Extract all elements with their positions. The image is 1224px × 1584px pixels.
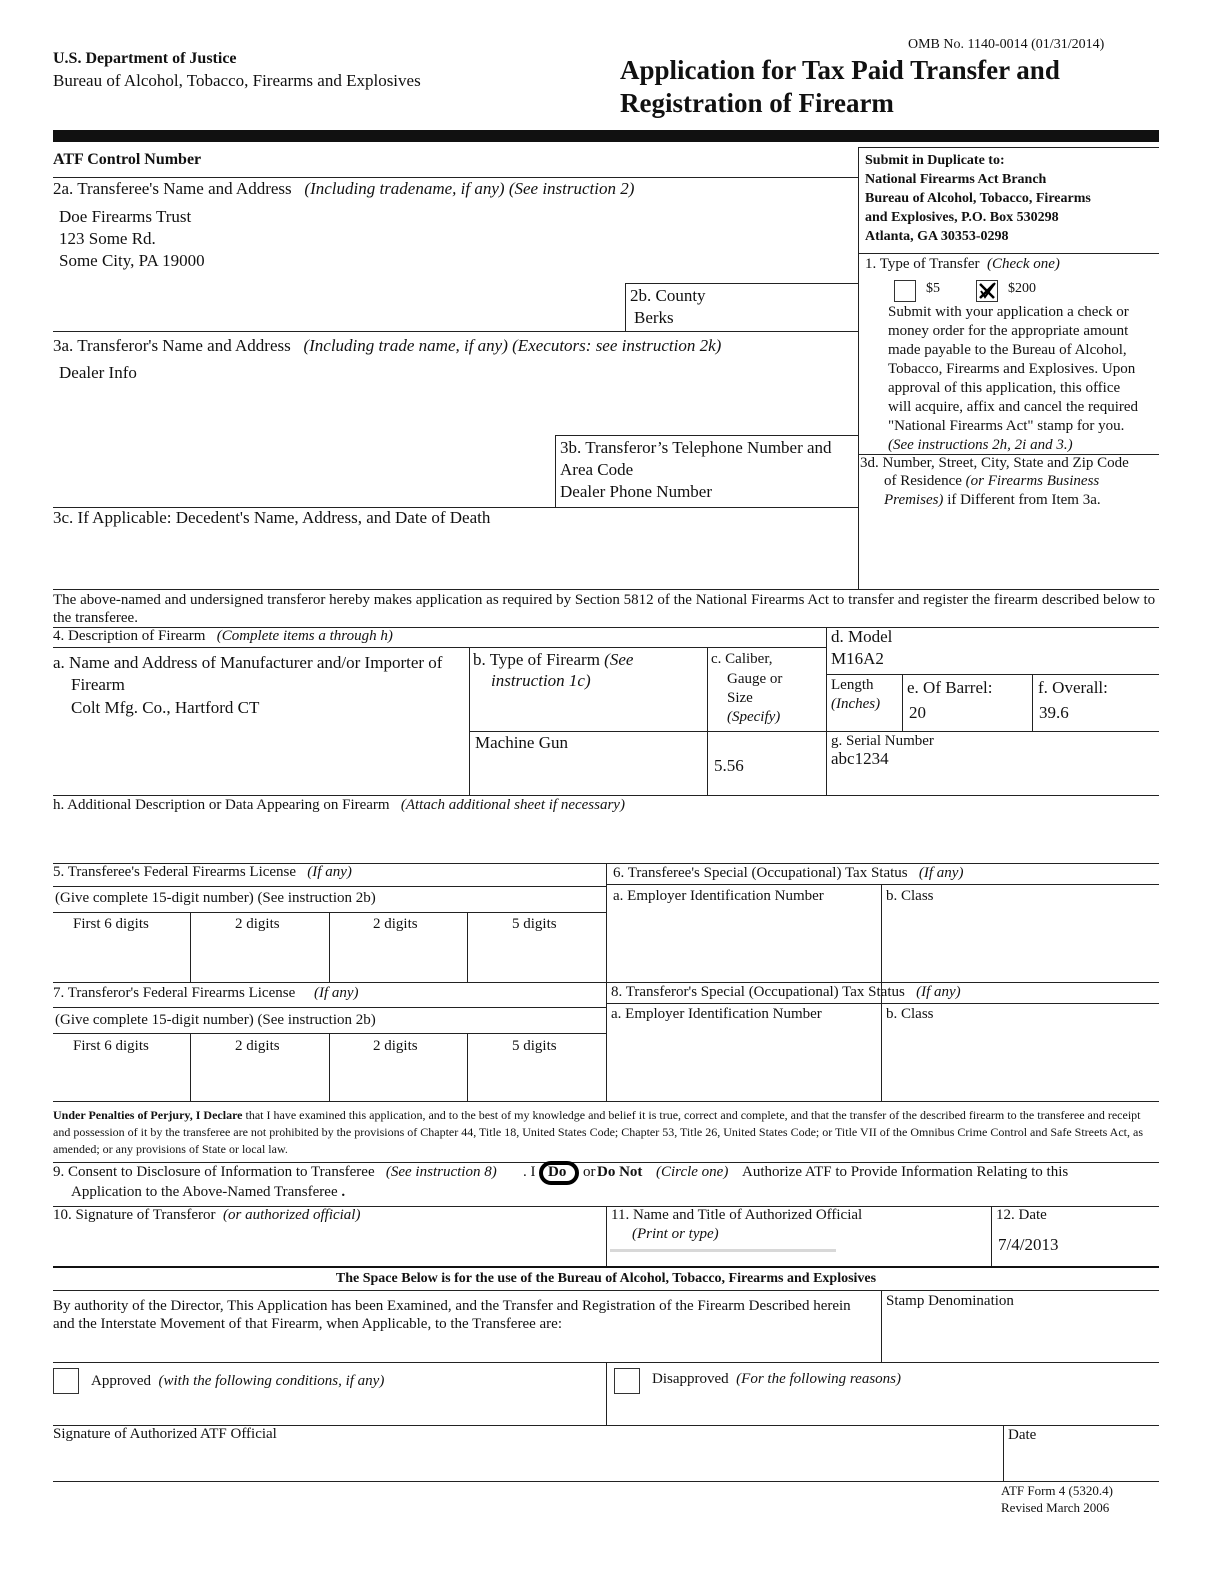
manufacturer-label-2: Firearm bbox=[71, 675, 125, 694]
ffl7-first6-input[interactable] bbox=[56, 1058, 187, 1098]
overall-field[interactable]: 39.6 bbox=[1039, 703, 1069, 722]
ffl5-col2: 2 digits bbox=[235, 916, 280, 932]
additional-desc-label: h. Additional Description or Data Appearing on Firearm (Attach additional sheet if necessary) bbox=[53, 797, 625, 813]
ffl5-col4: 5 digits bbox=[512, 916, 557, 932]
transferee-street[interactable]: 123 Some Rd. bbox=[59, 229, 156, 248]
perjury-statement: Under Penalties of Perjury, I Declare that I have examined this application, and to the best of my knowledge and belief it is true, correct and complete, and that the transfer of the described firearm to the transferee and receipt and possession of it by the transferee are not prohibited by the provisions of Chapter 44, Title 18, United States Code; Chapter 53, Title 26, United States Code; or Title VII of the Omnibus Crime Control and Safe Streets Act, as amended; or any provisions of State or local law. bbox=[53, 1108, 1143, 1156]
caliber-field[interactable]: 5.56 bbox=[714, 756, 744, 775]
residence-label-3: Premises) if Different from Item 3a. bbox=[884, 492, 1101, 508]
phone-label-2: Area Code bbox=[560, 460, 634, 479]
decedent-label: 3c. If Applicable: Decedent's Name, Address, and Date of Death bbox=[53, 508, 491, 527]
sot8-class-label: b. Class bbox=[886, 1006, 934, 1022]
caliber-label-4: (Specify) bbox=[727, 709, 781, 725]
consent-donot-option[interactable]: Do Not bbox=[597, 1164, 643, 1180]
consent-rest: Authorize ATF to Provide Information Relating to this bbox=[742, 1164, 1069, 1180]
type-label-1: b. Type of Firearm (See bbox=[473, 650, 634, 669]
caliber-label-2: Gauge or bbox=[727, 671, 783, 687]
county-field[interactable]: Berks bbox=[634, 308, 674, 327]
transferor-signature-field[interactable] bbox=[56, 1228, 602, 1262]
consent-or: or bbox=[583, 1164, 596, 1180]
firearm-label: 4. Description of Firearm (Complete items a through h) bbox=[53, 628, 393, 644]
ffl7-col3: 2 digits bbox=[373, 1038, 418, 1054]
caliber-label-3: Size bbox=[727, 690, 753, 706]
transferor-label: 3a. Transferor's Name and Address (Including trade name, if any) (Executors: see instruction 2k) bbox=[53, 336, 722, 355]
ffl5-col3: 2 digits bbox=[373, 916, 418, 932]
sot8-ein-label: a. Employer Identification Number bbox=[611, 1006, 822, 1022]
type-field[interactable]: Machine Gun bbox=[475, 733, 569, 752]
date-field[interactable]: 7/4/2013 bbox=[998, 1235, 1059, 1254]
sot6-ein-label: a. Employer Identification Number bbox=[613, 888, 824, 904]
transfer-instr-3: made payable to the Bureau of Alcohol, bbox=[888, 342, 1127, 358]
consent-do-option[interactable]: Do bbox=[548, 1164, 567, 1180]
transfer-instr-6: will acquire, affix and cancel the required bbox=[888, 399, 1139, 415]
overall-label: f. Overall: bbox=[1038, 678, 1108, 697]
transfer-5-label: $5 bbox=[926, 281, 940, 296]
transfer-instr-4: Tobacco, Firearms and Explosives. Upon bbox=[888, 361, 1136, 377]
transferor-signature-label: 10. Signature of Transferor (or authorized official) bbox=[53, 1207, 361, 1223]
type-label-2: instruction 1c) bbox=[491, 671, 591, 690]
serial-label: g. Serial Number bbox=[831, 733, 934, 749]
form-title-line2: Registration of Firearm bbox=[620, 88, 894, 118]
ffl7-sub: (Give complete 15-digit number) (See instruction 2b) bbox=[55, 1012, 376, 1028]
submit-line4: and Explosives, P.O. Box 530298 bbox=[865, 210, 1059, 225]
ffl7-col1: First 6 digits bbox=[73, 1038, 149, 1054]
ffl5-sub: (Give complete 15-digit number) (See instruction 2b) bbox=[55, 890, 376, 906]
official-name-label: 11. Name and Title of Authorized Official bbox=[611, 1207, 863, 1223]
transferee-label: 2a. Transferee's Name and Address (Including tradename, if any) (See instruction 2) bbox=[53, 179, 635, 198]
transfer-instr-8: (See instructions 2h, 2i and 3.) bbox=[888, 437, 1073, 453]
stamp-denomination-label: Stamp Denomination bbox=[886, 1293, 1014, 1309]
ffl7-col4: 5 digits bbox=[512, 1038, 557, 1054]
transfer-5-checkbox[interactable] bbox=[894, 280, 916, 302]
form-number: ATF Form 4 (5320.4) bbox=[1001, 1483, 1113, 1498]
model-field[interactable]: M16A2 bbox=[831, 649, 884, 668]
model-label: d. Model bbox=[831, 627, 893, 646]
barrel-label: e. Of Barrel: bbox=[907, 678, 993, 697]
transfer-instr-5: approval of this application, this office bbox=[888, 380, 1121, 396]
header-rule bbox=[53, 130, 1159, 142]
atf-authority-text: By authority of the Director, This Application has been Examined, and the Transfer and Registration of the Firearm Described herein and the Interstate Movement of that Firearm, when Applicable, to the Transferee are: bbox=[53, 1298, 851, 1332]
residence-label-2: of Residence (or Firearms Business bbox=[884, 473, 1100, 489]
bureau-name: Bureau of Alcohol, Tobacco, Firearms and Explosives bbox=[53, 71, 421, 90]
form-revision: Revised March 2006 bbox=[1001, 1500, 1110, 1515]
sot6-label: 6. Transferee's Special (Occupational) Tax Status (If any) bbox=[613, 865, 964, 881]
phone-field[interactable]: Dealer Phone Number bbox=[560, 482, 713, 501]
transfer-instr-7: "National Firearms Act" stamp for you. bbox=[888, 418, 1125, 434]
atf-use-banner: The Space Below is for the use of the Bureau of Alcohol, Tobacco, Firearms and Explosives bbox=[335, 1271, 877, 1286]
ffl5-5digit-input[interactable] bbox=[471, 936, 602, 978]
sot8-label: 8. Transferor's Special (Occupational) Tax Status (If any) bbox=[611, 984, 961, 1000]
caliber-label-1: c. Caliber, bbox=[711, 651, 773, 667]
ffl5-2digit-b-input[interactable] bbox=[333, 936, 464, 978]
transfer-200-checkbox[interactable] bbox=[976, 280, 998, 302]
length-label-2: (Inches) bbox=[831, 696, 881, 712]
consent-label: 9. Consent to Disclosure of Information to Transferee (See instruction 8) bbox=[53, 1164, 497, 1180]
transfer-200-label: $200 bbox=[1008, 281, 1036, 296]
manufacturer-label-1: a. Name and Address of Manufacturer and/or Importer of bbox=[53, 653, 443, 672]
ffl5-first6-input[interactable] bbox=[56, 936, 187, 978]
ffl7-2digit-b-input[interactable] bbox=[333, 1058, 464, 1098]
atf-control-label: ATF Control Number bbox=[53, 151, 202, 168]
residence-label-1: 3d. Number, Street, City, State and Zip Code bbox=[860, 455, 1129, 471]
length-label-1: Length bbox=[831, 677, 874, 693]
transferee-city[interactable]: Some City, PA 19000 bbox=[59, 251, 205, 270]
official-name-hint: (Print or type) bbox=[632, 1226, 719, 1242]
ffl5-label: 5. Transferee's Federal Firearms License (If any) bbox=[53, 864, 352, 880]
official-name-field[interactable] bbox=[610, 1249, 836, 1252]
transferee-name[interactable]: Doe Firearms Trust bbox=[59, 207, 192, 226]
ffl5-col1: First 6 digits bbox=[73, 916, 149, 932]
submit-line2: National Firearms Act Branch bbox=[865, 172, 1047, 187]
transfer-declaration: The above-named and undersigned transferor hereby makes application as required by Section 5812 of the National Firearms Act to transfer and register the firearm described below to the transferee. bbox=[53, 592, 1156, 626]
dept-name: U.S. Department of Justice bbox=[53, 50, 237, 67]
atf-signature-label: Signature of Authorized ATF Official bbox=[53, 1426, 277, 1442]
county-label: 2b. County bbox=[630, 286, 706, 305]
transfer-type-label: 1. Type of Transfer (Check one) bbox=[865, 256, 1060, 272]
ffl7-5digit-input[interactable] bbox=[471, 1058, 602, 1098]
atf-date-label: Date bbox=[1008, 1427, 1037, 1443]
serial-field[interactable]: abc1234 bbox=[831, 749, 889, 768]
ffl7-label: 7. Transferor's Federal Firearms License (If any) bbox=[53, 985, 359, 1001]
ffl7-col2: 2 digits bbox=[235, 1038, 280, 1054]
manufacturer-field[interactable]: Colt Mfg. Co., Hartford CT bbox=[71, 698, 260, 717]
approved-label: Approved (with the following conditions, if any) bbox=[91, 1373, 385, 1389]
consent-circle-hint: (Circle one) bbox=[656, 1164, 729, 1180]
approved-checkbox[interactable] bbox=[53, 1368, 79, 1394]
omb-number: OMB No. 1140-0014 (01/31/2014) bbox=[908, 37, 1105, 52]
submit-line5: Atlanta, GA 30353-0298 bbox=[865, 229, 1009, 244]
checkmark-icon bbox=[977, 281, 997, 301]
barrel-field[interactable]: 20 bbox=[909, 703, 926, 722]
ffl5-2digit-a-input[interactable] bbox=[194, 936, 325, 978]
transfer-instr-2: money order for the appropriate amount bbox=[888, 323, 1129, 339]
transferor-name[interactable]: Dealer Info bbox=[59, 363, 137, 382]
disapproved-label: Disapproved (For the following reasons) bbox=[652, 1371, 902, 1387]
submit-line1: Submit in Duplicate to: bbox=[865, 153, 1005, 168]
submit-line3: Bureau of Alcohol, Tobacco, Firearms bbox=[865, 191, 1091, 206]
date-label: 12. Date bbox=[996, 1207, 1047, 1223]
form-title-line1: Application for Tax Paid Transfer and bbox=[620, 55, 1060, 85]
consent-line2: Application to the Above-Named Transferee . bbox=[71, 1184, 346, 1200]
consent-i: . I bbox=[523, 1164, 536, 1180]
transfer-instr-1: Submit with your application a check or bbox=[888, 304, 1129, 320]
sot6-class-label: b. Class bbox=[886, 888, 934, 904]
phone-label-1: 3b. Transferor’s Telephone Number and bbox=[560, 438, 832, 457]
disapproved-checkbox[interactable] bbox=[614, 1368, 640, 1394]
ffl7-2digit-a-input[interactable] bbox=[194, 1058, 325, 1098]
